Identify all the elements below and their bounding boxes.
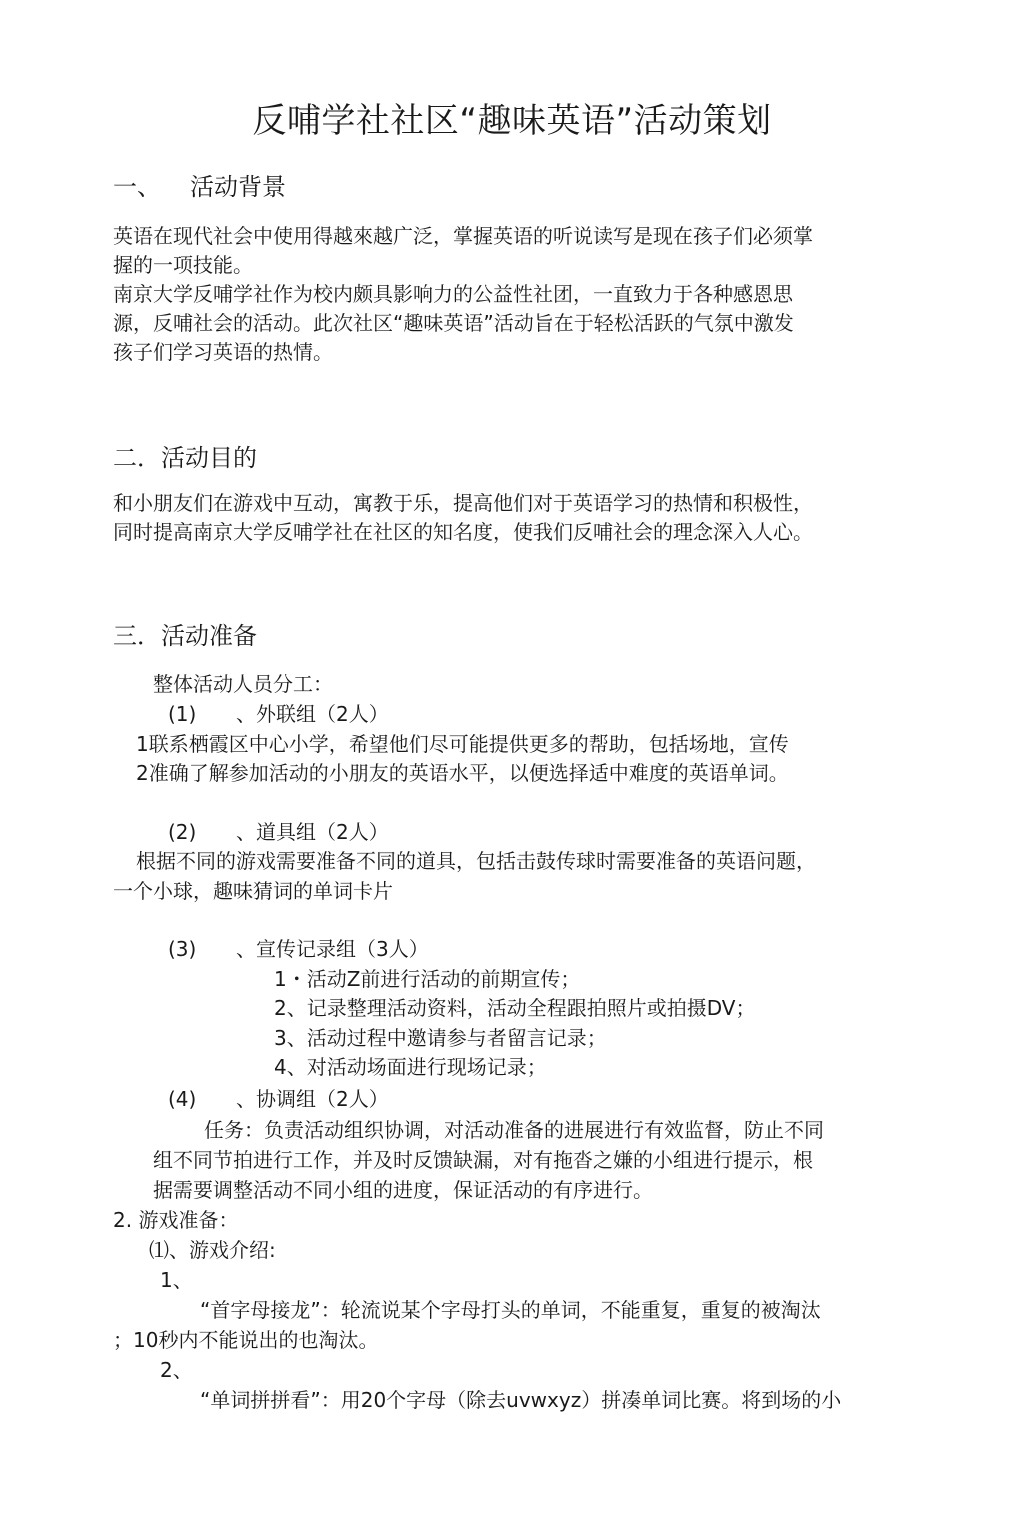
group-3-number: (3)	[168, 937, 197, 961]
game-2-line: “单词拼拼看”：用20个字母（除去uvwxyz）拼凑单词比赛。将到场的小	[200, 1388, 842, 1412]
group-1-label: 、外联组（2人）	[236, 702, 389, 726]
group-3-line: 2、记录整理活动资料，活动全程跟拍照片或拍摄DV；	[274, 996, 756, 1020]
section-1-number: 一、	[113, 173, 161, 201]
section-1-line: 孩子们学习英语的热情。	[113, 340, 333, 364]
game-2-number: 2、	[160, 1358, 193, 1382]
game-1-number: 1、	[160, 1268, 193, 1292]
section-2-line: 和小朋友们在游戏中互动，寓教于乐，提高他们对于英语学习的热情和积极性，	[113, 491, 813, 515]
group-3-label: 、宣传记录组（3人）	[236, 937, 429, 961]
section-2-line: 同时提高南京大学反哺学社在社区的知名度，使我们反哺社会的理念深入人心。	[113, 520, 813, 544]
staffing-intro: 整体活动人员分工：	[153, 672, 333, 696]
group-3-line: 1・活动Z前进行活动的前期宣传；	[274, 967, 581, 991]
group-1-line: 1联系栖霞区中心小学，希望他们尽可能提供更多的帮助，包括场地，宣传	[136, 732, 789, 756]
group-3-line: 4、对活动场面进行现场记录；	[274, 1055, 547, 1079]
group-2-line: 一个小球，趣味猜词的单词卡片	[113, 879, 393, 903]
section-1-line: 握的一项技能。	[113, 253, 253, 277]
game-1-line: ；10秒内不能说出的也淘汰。	[113, 1328, 379, 1352]
group-4-label: 、协调组（2人）	[236, 1087, 389, 1111]
section-1-line: 源，反哺社会的活动。此次社区“趣味英语”活动旨在于轻松活跃的气氛中激发	[113, 311, 794, 335]
group-3-line: 3、活动过程中邀请参与者留言记录；	[274, 1026, 607, 1050]
group-4-line: 任务：负责活动组织协调，对活动准备的进展进行有效监督，防止不同	[204, 1118, 824, 1142]
group-1-number: (1)	[168, 702, 197, 726]
game-prep-heading: 2. 游戏准备：	[113, 1208, 239, 1232]
section-3-heading: 三．活动准备	[113, 622, 257, 650]
group-2-label: 、道具组（2人）	[236, 820, 389, 844]
group-2-line: 根据不同的游戏需要准备不同的道具，包括击鼓传球时需要准备的英语问题，	[136, 849, 816, 873]
section-1-line: 英语在现代社会中使用得越來越广泛，掌握英语的听说读写是现在孩子们必须掌	[113, 224, 813, 248]
section-1-heading: 活动背景	[190, 173, 286, 201]
game-intro-heading: ⑴、游戏介绍:	[149, 1238, 276, 1262]
document-title: 反哺学社社区“趣味英语”活动策划	[252, 101, 772, 141]
group-1-line: 2准确了解参加活动的小朋友的英语水平，以便选择适中难度的英语单词。	[136, 761, 789, 785]
game-1-line: “首字母接龙”：轮流说某个字母打头的单词，不能重复，重复的被淘汰	[200, 1298, 821, 1322]
group-4-number: (4)	[168, 1087, 197, 1111]
section-1-line: 南京大学反哺学社作为校内颇具影响力的公益性社团，一直致力于各种感恩思	[113, 282, 793, 306]
section-2-heading: 二．活动目的	[113, 444, 257, 472]
group-2-number: (2)	[168, 820, 197, 844]
group-4-line: 组不同节拍进行工作，并及时反馈缺漏，对有拖沓之嫌的小组进行提示，根	[153, 1148, 813, 1172]
group-4-line: 据需要调整活动不同小组的进度，保证活动的有序进行。	[153, 1178, 653, 1202]
